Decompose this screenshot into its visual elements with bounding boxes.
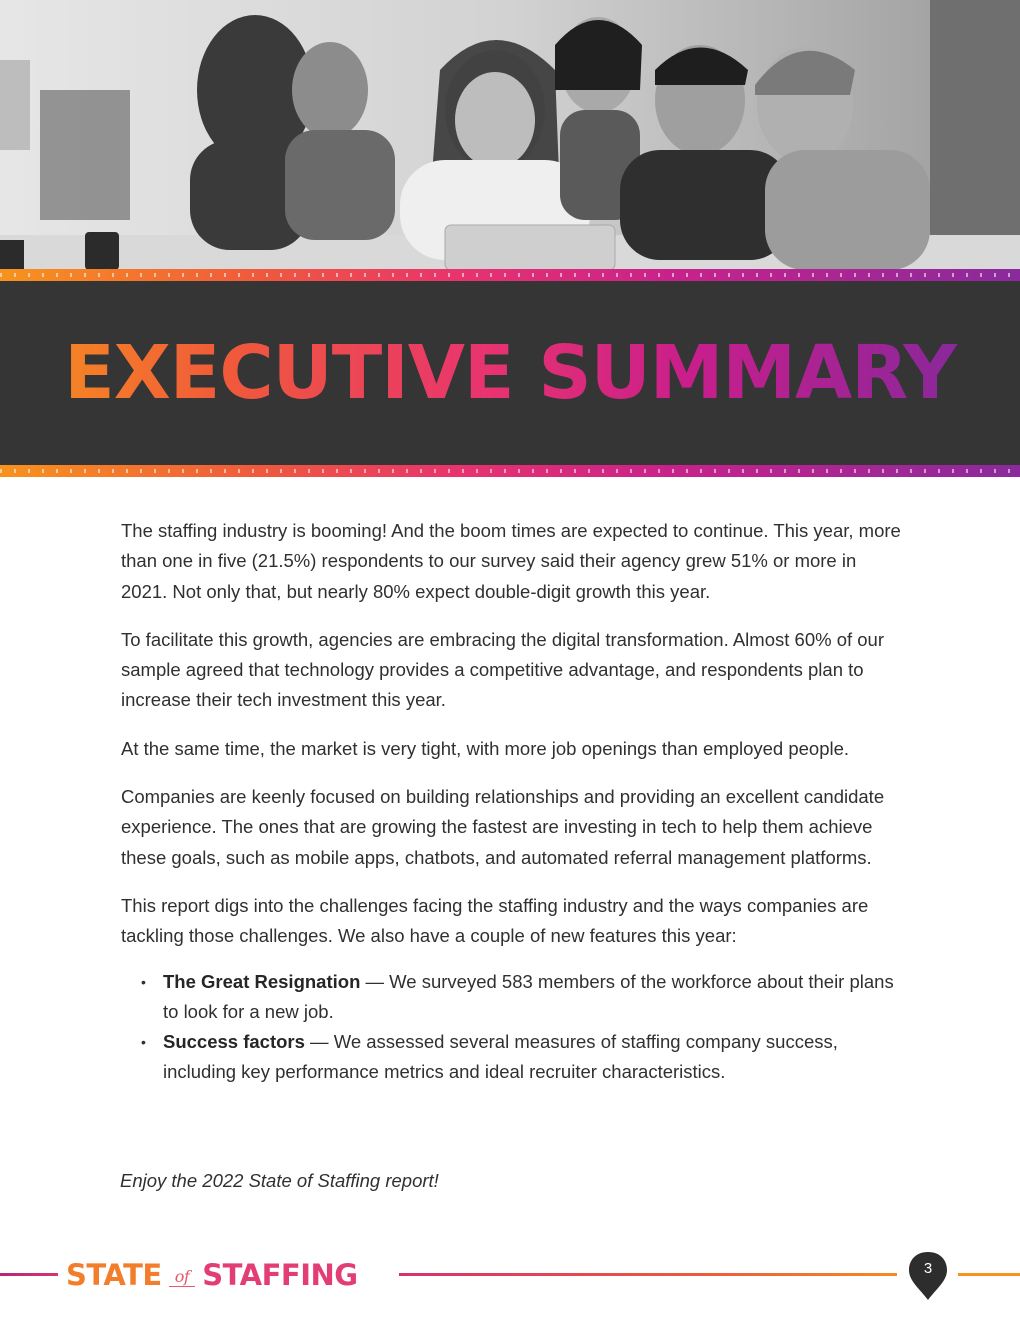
- list-item: [141, 1027, 906, 1088]
- closing-line: Enjoy the 2022 State of Staffing report!: [120, 1170, 439, 1191]
- footer-rule: [0, 1273, 58, 1276]
- bullet-icon: •: [141, 973, 146, 990]
- summary-body: [121, 516, 906, 1088]
- feature-term: The Great Resignation: [163, 970, 361, 992]
- state-of-staffing-logo: [66, 1258, 358, 1292]
- footer-rule: [399, 1273, 897, 1276]
- group-photo-image: [0, 0, 1020, 270]
- top-gradient-band: [0, 269, 1020, 281]
- paragraph: Companies are keenly focused on building relationships and providing an excellent candidate experience. The ones that are growing the fastest are investing in tech to help them achieve these goals, such as mobile apps, chatbots, and automated referral management platforms.: [121, 786, 885, 868]
- logo-word-staffing: STAFFING: [202, 1258, 358, 1292]
- page-number: 3: [923, 1260, 933, 1277]
- hero-photo: [0, 0, 1020, 270]
- paragraph: The staffing industry is booming! And the boom times are expected to continue. This year, more than one in five (21.5%) respondents to our survey said their agency grew 51% or more in 2021. Not only that, but nearly 80% expect double-digit growth this year.: [121, 520, 901, 602]
- feature-term: Success factors: [163, 1031, 305, 1053]
- title-panel: [0, 281, 1020, 465]
- paragraph: This report digs into the challenges facing the staffing industry and the ways companies are tackling those challenges. We also have a couple of new features this year:: [121, 894, 869, 947]
- paragraph: At the same time, the market is very tight, with more job openings than employed people.: [121, 737, 850, 759]
- footer-rule: [958, 1273, 1020, 1276]
- feature-description: — We surveyed 583 members of the workforce about their plans to look for a new job.: [163, 970, 894, 1022]
- paragraph: To facilitate this growth, agencies are embracing the digital transformation. Almost 60% of our sample agreed that technology provides a competitive advantage, and respondents plan to increase their tech investment this year.: [121, 628, 884, 711]
- logo-word-state: STATE: [66, 1258, 162, 1292]
- feature-description: — We assessed several measures of staffing company success, including key performance metrics and ideal recruiter characteristics.: [163, 1031, 838, 1083]
- logo-word-of: of: [169, 1268, 196, 1287]
- feature-list: [121, 967, 906, 1088]
- bottom-gradient-band: [0, 465, 1020, 477]
- page-title: EXECUTIVE SUMMARY: [0, 331, 1020, 415]
- bullet-icon: •: [141, 1034, 146, 1051]
- list-item: [141, 967, 906, 1028]
